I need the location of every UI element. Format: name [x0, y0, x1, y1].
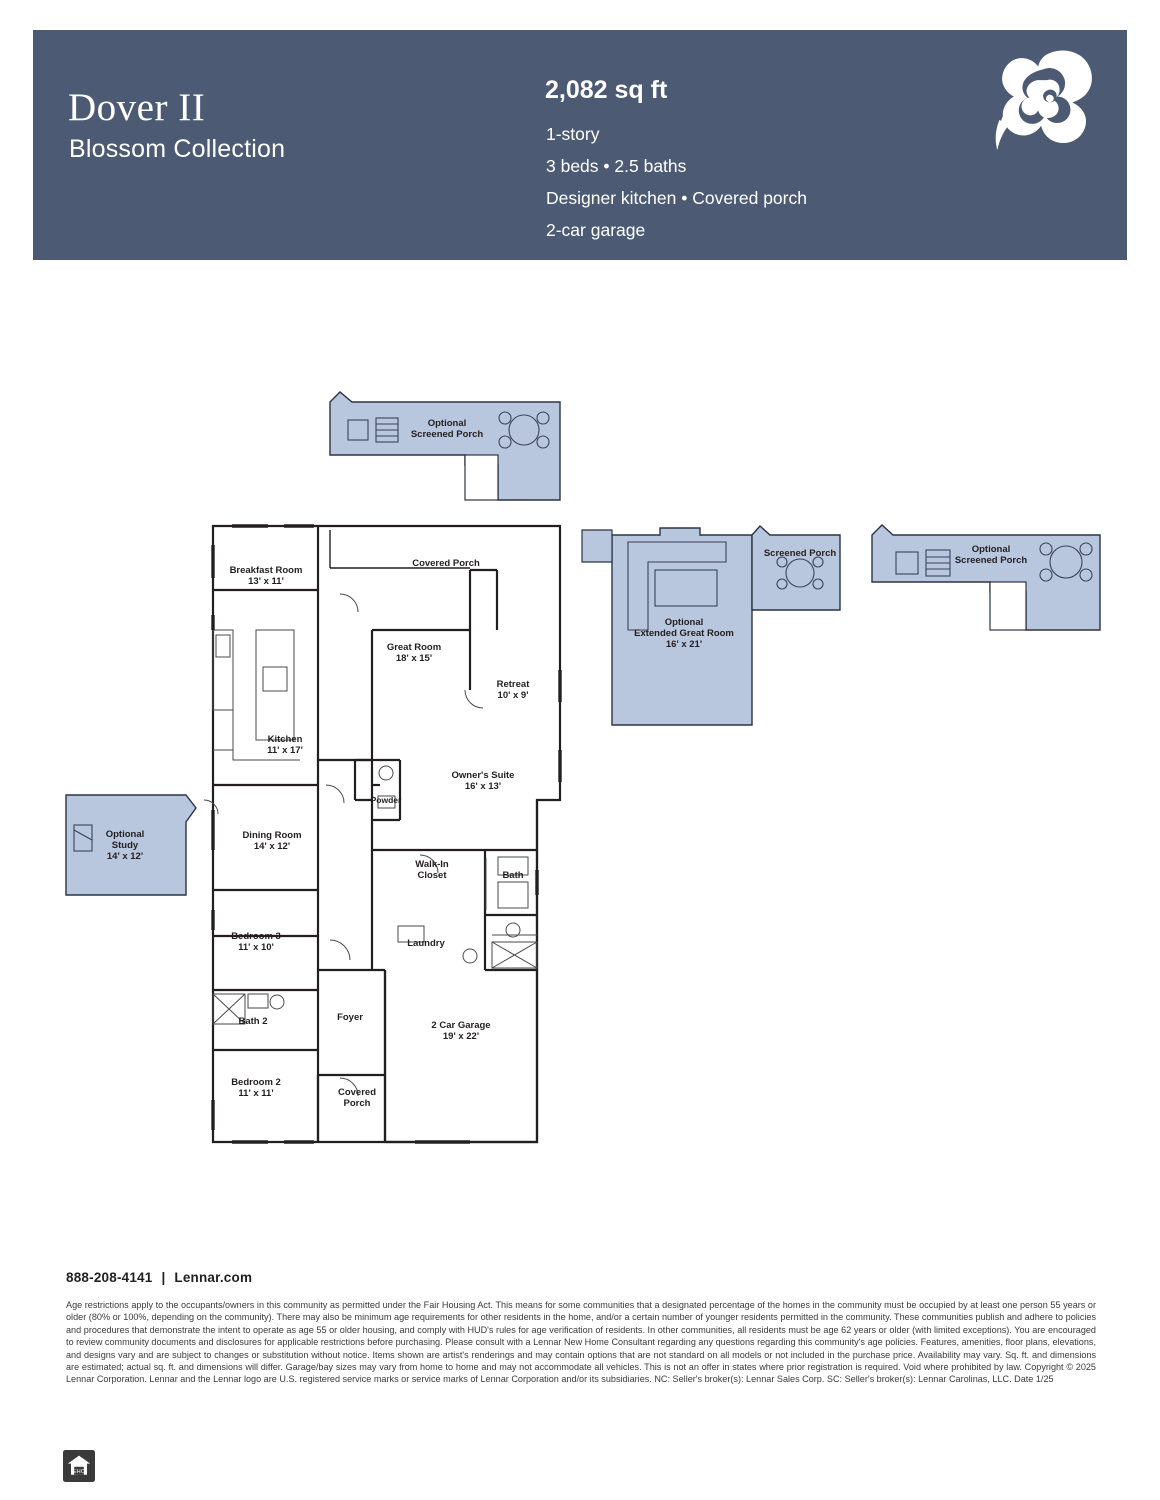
page-title: Dover II: [68, 86, 206, 129]
equal-housing-opportunity-icon: [63, 1450, 95, 1482]
label-owners-suite-dim: 16' x 13': [464, 781, 502, 792]
website-link[interactable]: Lennar.com: [174, 1270, 253, 1285]
label-dining-room: Dining Room: [242, 830, 302, 841]
spec-beds-baths: 3 beds • 2.5 baths: [546, 156, 687, 176]
legal-disclaimer: Age restrictions apply to the occupants/owners in this community as permitted under the Fair Housing Act. This means for some communities that a designated percentage of the homes in the community must be occupied by at least one person 55 years or older (80% or 100%, depending on the community). There may also be minimum age requirements for other residents in the home, and/or a certain number of younger residents permitted in the community. These communities publish and adhere to policies and procedures that demonstrate the intent to operate as age 55 or older housing, and comply with HUD's rules for age verification of residents. In other communities, all residents must be age 62 years or older (with limited exceptions). You are encouraged to review community documents and disclosures for applicable restrictions before purchasing. Please consult with a Lennar New Home Consultant regarding any questions regarding this community's age policies. Features, amenities, floor plans, elevations, and designs vary and are subject to changes or substitution without notice. Items shown are artist's renderings and may contain options that are not standard on all models or not included in the purchase price. Availability may vary. Sq. ft. and dimensions are estimated; actual sq. ft. and dimensions will differ. Garage/bay sizes may vary from home to home and may not accommodate all vehicles. This is not an offer in states where prior registration is required. Void where prohibited by law. Copyright © 2025 Lennar Corporation. Lennar and the Lennar logo are U.S. registered service marks or service marks of Lennar Corporation and/or its subsidiaries. NC: Seller's broker(s): Lennar Sales Corp. SC: Seller's broker(s): Lennar Carolinas, LLC. Date 1/25: [66, 1300, 1096, 1385]
svg-text:EHO: EHO: [72, 1469, 86, 1476]
spec-list: [546, 118, 807, 246]
label-breakfast-room-dim: 13' x 11': [248, 576, 284, 587]
label-garage: 2 Car Garage: [431, 1020, 491, 1031]
floorplan-diagram: [0, 330, 1160, 1210]
label-great-room-dim: 18' x 15': [395, 653, 433, 664]
label-opt-extended-great-room-dim: 16' x 21': [665, 639, 703, 650]
label-laundry: Laundry: [407, 938, 445, 949]
label-walkin-closet-line1: Walk-In: [415, 859, 449, 870]
label-bedroom-2: Bedroom 2: [231, 1077, 281, 1088]
label-opt-screened-porch-top-line1: Optional: [427, 418, 467, 429]
label-walkin-closet-line2: Closet: [417, 870, 447, 881]
spec-garage: 2-car garage: [546, 220, 646, 240]
contact-line: [66, 1270, 1106, 1285]
label-powder: Powder: [370, 795, 402, 805]
label-opt-screened-porch-top-line2: Screened Porch: [410, 429, 484, 440]
label-covered-porch-bottom-line1: Covered: [337, 1087, 377, 1098]
label-garage-dim: 19' x 22': [442, 1031, 480, 1042]
label-kitchen: Kitchen: [267, 734, 303, 745]
spec-features: Designer kitchen • Covered porch: [546, 188, 807, 208]
label-opt-extended-great-room-line1: Optional: [664, 617, 704, 628]
room-labels: [106, 418, 1028, 1109]
label-foyer: Foyer: [337, 1012, 363, 1023]
footer: [66, 1270, 1106, 1386]
label-kitchen-dim: 11' x 17': [267, 745, 303, 756]
label-breakfast-room: Breakfast Room: [229, 565, 303, 576]
label-covered-porch-top: Covered Porch: [412, 558, 480, 569]
label-covered-porch-bottom-line2: Porch: [343, 1098, 371, 1109]
option-shading: [66, 392, 1100, 895]
label-retreat: Retreat: [496, 679, 530, 690]
header-banner: [33, 30, 1127, 260]
label-owners-suite: Owner's Suite: [451, 770, 515, 781]
fixtures: [213, 630, 537, 1024]
rose-icon: [987, 48, 1105, 153]
label-opt-study-dim: 14' x 12': [106, 851, 144, 862]
label-opt-study-line2: Study: [111, 840, 139, 851]
label-bath-2: Bath 2: [238, 1016, 268, 1027]
spec-stories: 1-story: [546, 124, 600, 144]
label-screened-porch-mid: Screened Porch: [763, 548, 837, 559]
label-great-room: Great Room: [386, 642, 442, 653]
label-dining-room-dim: 14' x 12': [253, 841, 291, 852]
label-bedroom-3-dim: 11' x 10': [238, 942, 274, 953]
label-bedroom-3: Bedroom 3: [231, 931, 281, 942]
label-retreat-dim: 10' x 9': [497, 690, 529, 701]
label-opt-extended-great-room-line2: Extended Great Room: [634, 628, 734, 639]
phone-number[interactable]: 888-208-4141: [66, 1270, 153, 1285]
square-footage: 2,082 sq ft: [545, 76, 668, 104]
label-bedroom-2-dim: 11' x 11': [238, 1088, 274, 1099]
label-opt-screened-porch-right-line1: Optional: [971, 544, 1011, 555]
collection-subtitle: Blossom Collection: [69, 135, 286, 163]
divider: |: [161, 1270, 166, 1285]
label-opt-study-line1: Optional: [105, 829, 145, 840]
label-opt-screened-porch-right-line2: Screened Porch: [954, 555, 1028, 566]
label-bath: Bath: [502, 870, 524, 881]
